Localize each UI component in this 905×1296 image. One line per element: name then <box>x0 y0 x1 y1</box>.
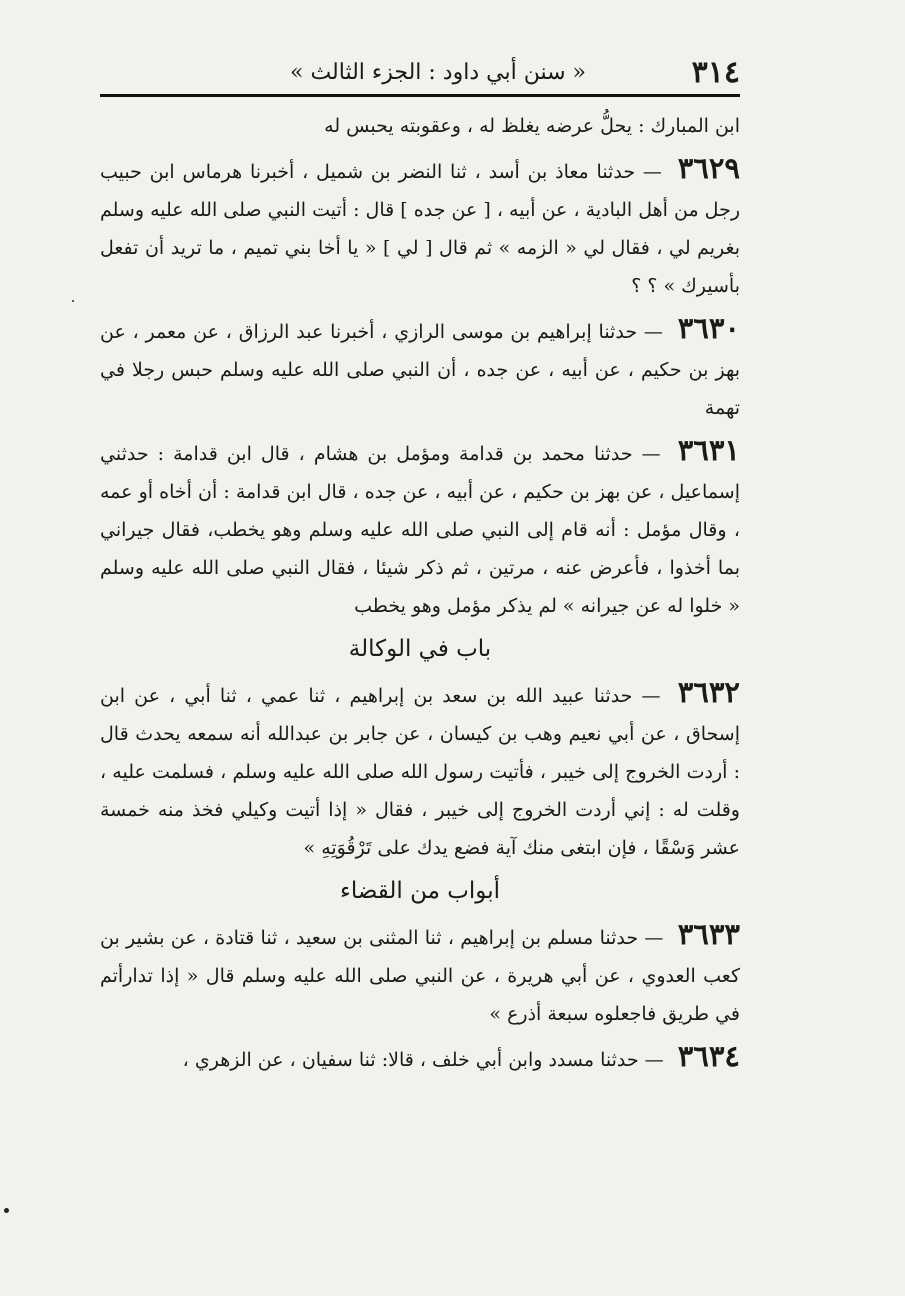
hadith-3629 <box>100 149 740 305</box>
running-title: « سنن أبي داود : الجزء الثالث » <box>290 59 586 85</box>
section-heading-qada: أبواب من القضاء <box>340 878 500 904</box>
hadith-text: — حدثنا مسدد وابن أبي خلف ، قالا: ثنا سفيان ، عن الزهري ، <box>182 1049 664 1071</box>
hadith-text: — حدثنا إبراهيم بن موسى الرازي ، أخبرنا عبد الرزاق ، عن معمر ، عن بهز بن حكيم ، عن أبيه ، عن جده ، أن النبي صلى الله عليه وسلم حبس رجلا في تهمة <box>100 321 740 419</box>
page-header <box>100 52 740 92</box>
hadith-3630 <box>100 309 740 427</box>
hadith-number: ٣٦٣٢ <box>677 675 741 709</box>
hadith-number: ٣٦٣١ <box>677 433 740 467</box>
header-rule <box>100 94 740 97</box>
paragraph-text: ابن المبارك : يحلُّ عرضه يغلظ له ، وعقوبته يحبس له <box>324 115 740 137</box>
hadith-text: — حدثنا عبيد الله بن سعد بن إبراهيم ، ثنا عمي ، ثنا أبي ، عن ابن إسحاق ، عن أبي نعيم وهب بن كيسان ، عن جابر بن عبدالله أنه سمعه يحدث قال : أردت الخروج إلى خيبر ، فأتيت رسول الله صلى الله عليه وسلم ، فسلمت عليه ، وقلت له : إني أردت الخروج إلى خيبر ، فقال « إذا أتيت وكيلي فخذ منه خمسة عشر وَسْقًا ، فإن ابتغى منك آية فضع يدك على تَرْقُوَتِهِ » <box>100 685 740 859</box>
hadith-3633 <box>100 915 740 1033</box>
paragraph-0 <box>100 107 740 145</box>
hadith-number: ٣٦٣٤ <box>677 1039 740 1073</box>
hadith-number: ٣٦٣٣ <box>677 917 740 951</box>
book-page <box>100 52 740 1079</box>
hadith-text: — حدثنا مسلم بن إبراهيم ، ثنا المثنى بن سعيد ، ثنا قتادة ، عن بشير بن كعب العدوي ، عن أبي هريرة ، عن النبي صلى الله عليه وسلم قال « إذا تدارأتم في طريق فاجعلوه سبعة أذرع » <box>100 927 740 1025</box>
page-number: ٣١٤ <box>691 54 740 90</box>
hadith-text: — حدثنا معاذ بن أسد ، ثنا النضر بن شميل ، أخبرنا هرماس ابن حبيب رجل من أهل البادية ، عن أبيه ، [ عن جده ] قال : أتيت النبي صلى الله عليه وسلم بغريم لي ، فقال لي « الزمه » ثم قال [ لي ] « يا أخا بني تميم ، ما تريد أن تفعل بأسيرك » ؟ ؟ <box>100 161 740 297</box>
scan-speck <box>72 300 74 302</box>
scan-speck <box>4 1208 9 1213</box>
hadith-3634 <box>100 1037 740 1079</box>
hadith-3631 <box>100 431 740 625</box>
hadith-text: — حدثنا محمد بن قدامة ومؤمل بن هشام ، قال ابن قدامة : حدثني إسماعيل ، عن بهز بن حكيم ، عن أبيه ، عن جده ، قال ابن قدامة : أن أخاه أو عمه ، وقال مؤمل : أنه قام إلى النبي صلى الله عليه وسلم وهو يخطب، فقال جيراني بما أخذوا ، فأعرض عنه ، مرتين ، ثم ذكر شيئا ، فقال النبي صلى الله عليه وسلم « خلوا له عن جيرانه » لم يذكر مؤمل وهو يخطب <box>100 443 740 617</box>
hadith-number: ٣٦٣٠ <box>677 311 740 345</box>
hadith-number: ٣٦٢٩ <box>677 151 740 185</box>
section-heading-wakala: باب في الوكالة <box>348 636 492 662</box>
hadith-3632 <box>100 673 740 867</box>
